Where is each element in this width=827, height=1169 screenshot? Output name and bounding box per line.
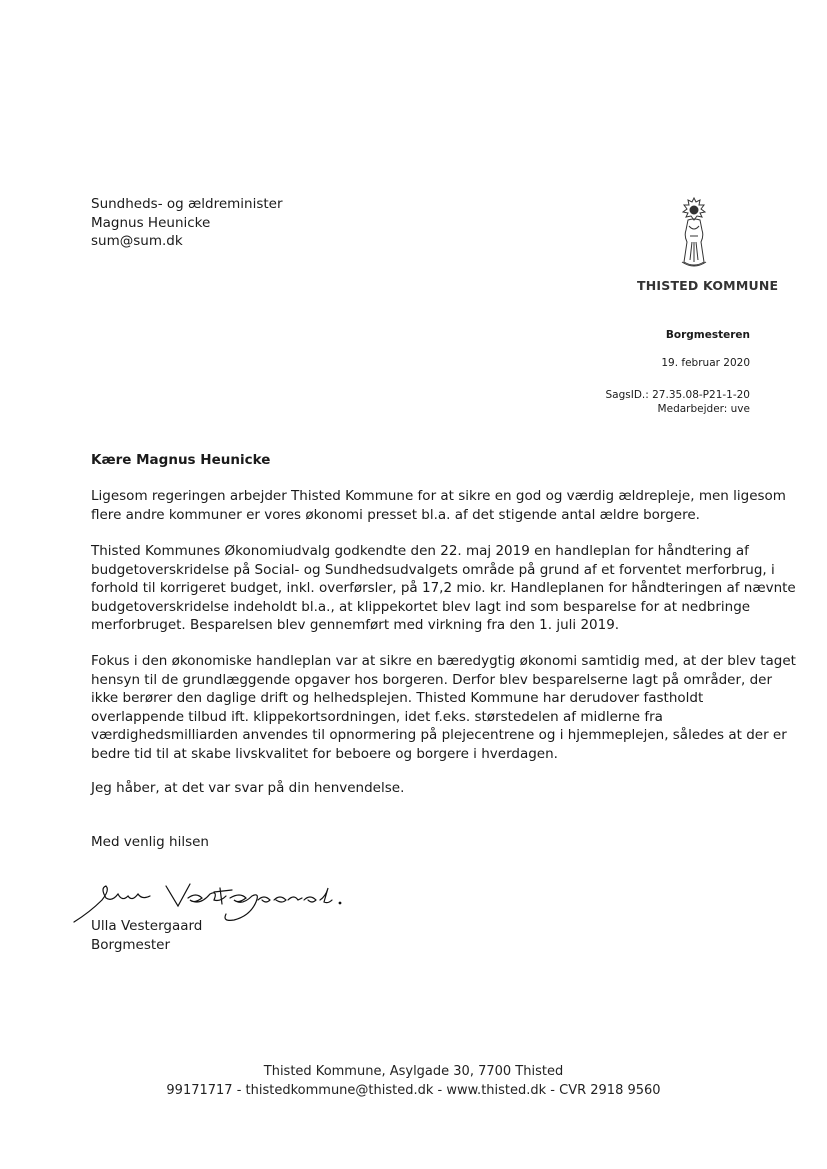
paragraph-line: bedre tid til at skabe livskvalitet for beboere og borgere i hverdagen. <box>91 745 558 762</box>
paragraph-1 <box>91 487 786 524</box>
recipient-email: sum@sum.dk <box>91 233 183 249</box>
paragraph-line: Jeg håber, at det var svar på din henvendelse. <box>91 780 405 796</box>
paragraph-3 <box>91 652 796 763</box>
page-footer <box>0 1063 827 1100</box>
paragraph-line: Fokus i den økonomiske handleplan var at sikre en bæredygtig økonomi samtidig med, at der blev taget <box>91 653 796 669</box>
madonna-seal-icon <box>674 196 714 270</box>
signer-title: Borgmester <box>91 936 171 953</box>
paragraph-line: hensyn til de grundlæggende opgaver hos borgeren. Derfor blev besparelserne lagt på områder, der <box>91 671 773 688</box>
paragraph-2 <box>91 542 796 635</box>
employee-id: Medarbejder: uve <box>657 403 750 415</box>
sender-department: Borgmesteren <box>665 329 750 341</box>
paragraph-line: forhold til korrigeret budget, inkl. overførsler, på 17,2 mio. kr. Handleplanen for håndteringen af nævnte <box>91 580 796 596</box>
footer-address: Thisted Kommune, Asylgade 30, 7700 Thisted <box>263 1064 564 1079</box>
recipient-title: Sundheds- og ældreminister <box>91 196 283 212</box>
signer-name: Ulla Vestergaard <box>91 918 203 934</box>
footer-contact: 99171717 - thistedkommune@thisted.dk - www.thisted.dk - CVR 2918 9560 <box>166 1082 661 1098</box>
paragraph-line: overlappende tilbud ift. klippekortsordningen, idet f.eks. størstedelen af midlerne fra <box>91 708 663 725</box>
paragraph-line: merforbruget. Besparelsen blev gennemført med virkning fra den 1. juli 2019. <box>91 617 620 633</box>
paragraph-line: Ligesom regeringen arbejder Thisted Kommune for at sikre en god og værdig ældrepleje, men ligesom <box>91 488 786 504</box>
recipient-name: Magnus Heunicke <box>91 214 211 231</box>
paragraph-line: Thisted Kommunes Økonomiudvalg godkendte den 22. maj 2019 en handleplan for håndtering af <box>91 543 749 559</box>
paragraph-line: budgetoverskridelse indeholdt bl.a., at klippekortet blev lagt ind som besparelse for at nedbringe <box>91 598 751 615</box>
case-id: SagsID.: 27.35.08-P21-1-20 <box>605 389 750 401</box>
letter-date: 19. februar 2020 <box>661 357 750 369</box>
paragraph-line: ikke berører den daglige drift og helhedsplejen. Thisted Kommune har derudover fastholdt <box>91 690 704 706</box>
paragraph-line: budgetoverskridelse på Social- og Sundhedsudvalgets område på grund af et forventet merforbrug, i <box>91 561 775 578</box>
signer-block <box>91 917 202 954</box>
municipality-name: THISTED KOMMUNE <box>637 278 779 293</box>
closing-phrase: Med venlig hilsen <box>91 834 209 850</box>
paragraph-line: flere andre kommuner er vores økonomi presset bl.a. af det stigende antal ældre borgere. <box>91 506 700 523</box>
salutation: Kære Magnus Heunicke <box>91 452 271 468</box>
paragraph-4 <box>91 779 741 798</box>
paragraph-line: værdighedsmilliarden anvendes til opnormering på plejecentrene og i hjemmeplejen, således at der er <box>91 727 787 743</box>
recipient-address <box>91 195 283 251</box>
case-reference <box>606 388 751 416</box>
municipality-logo <box>634 196 779 296</box>
